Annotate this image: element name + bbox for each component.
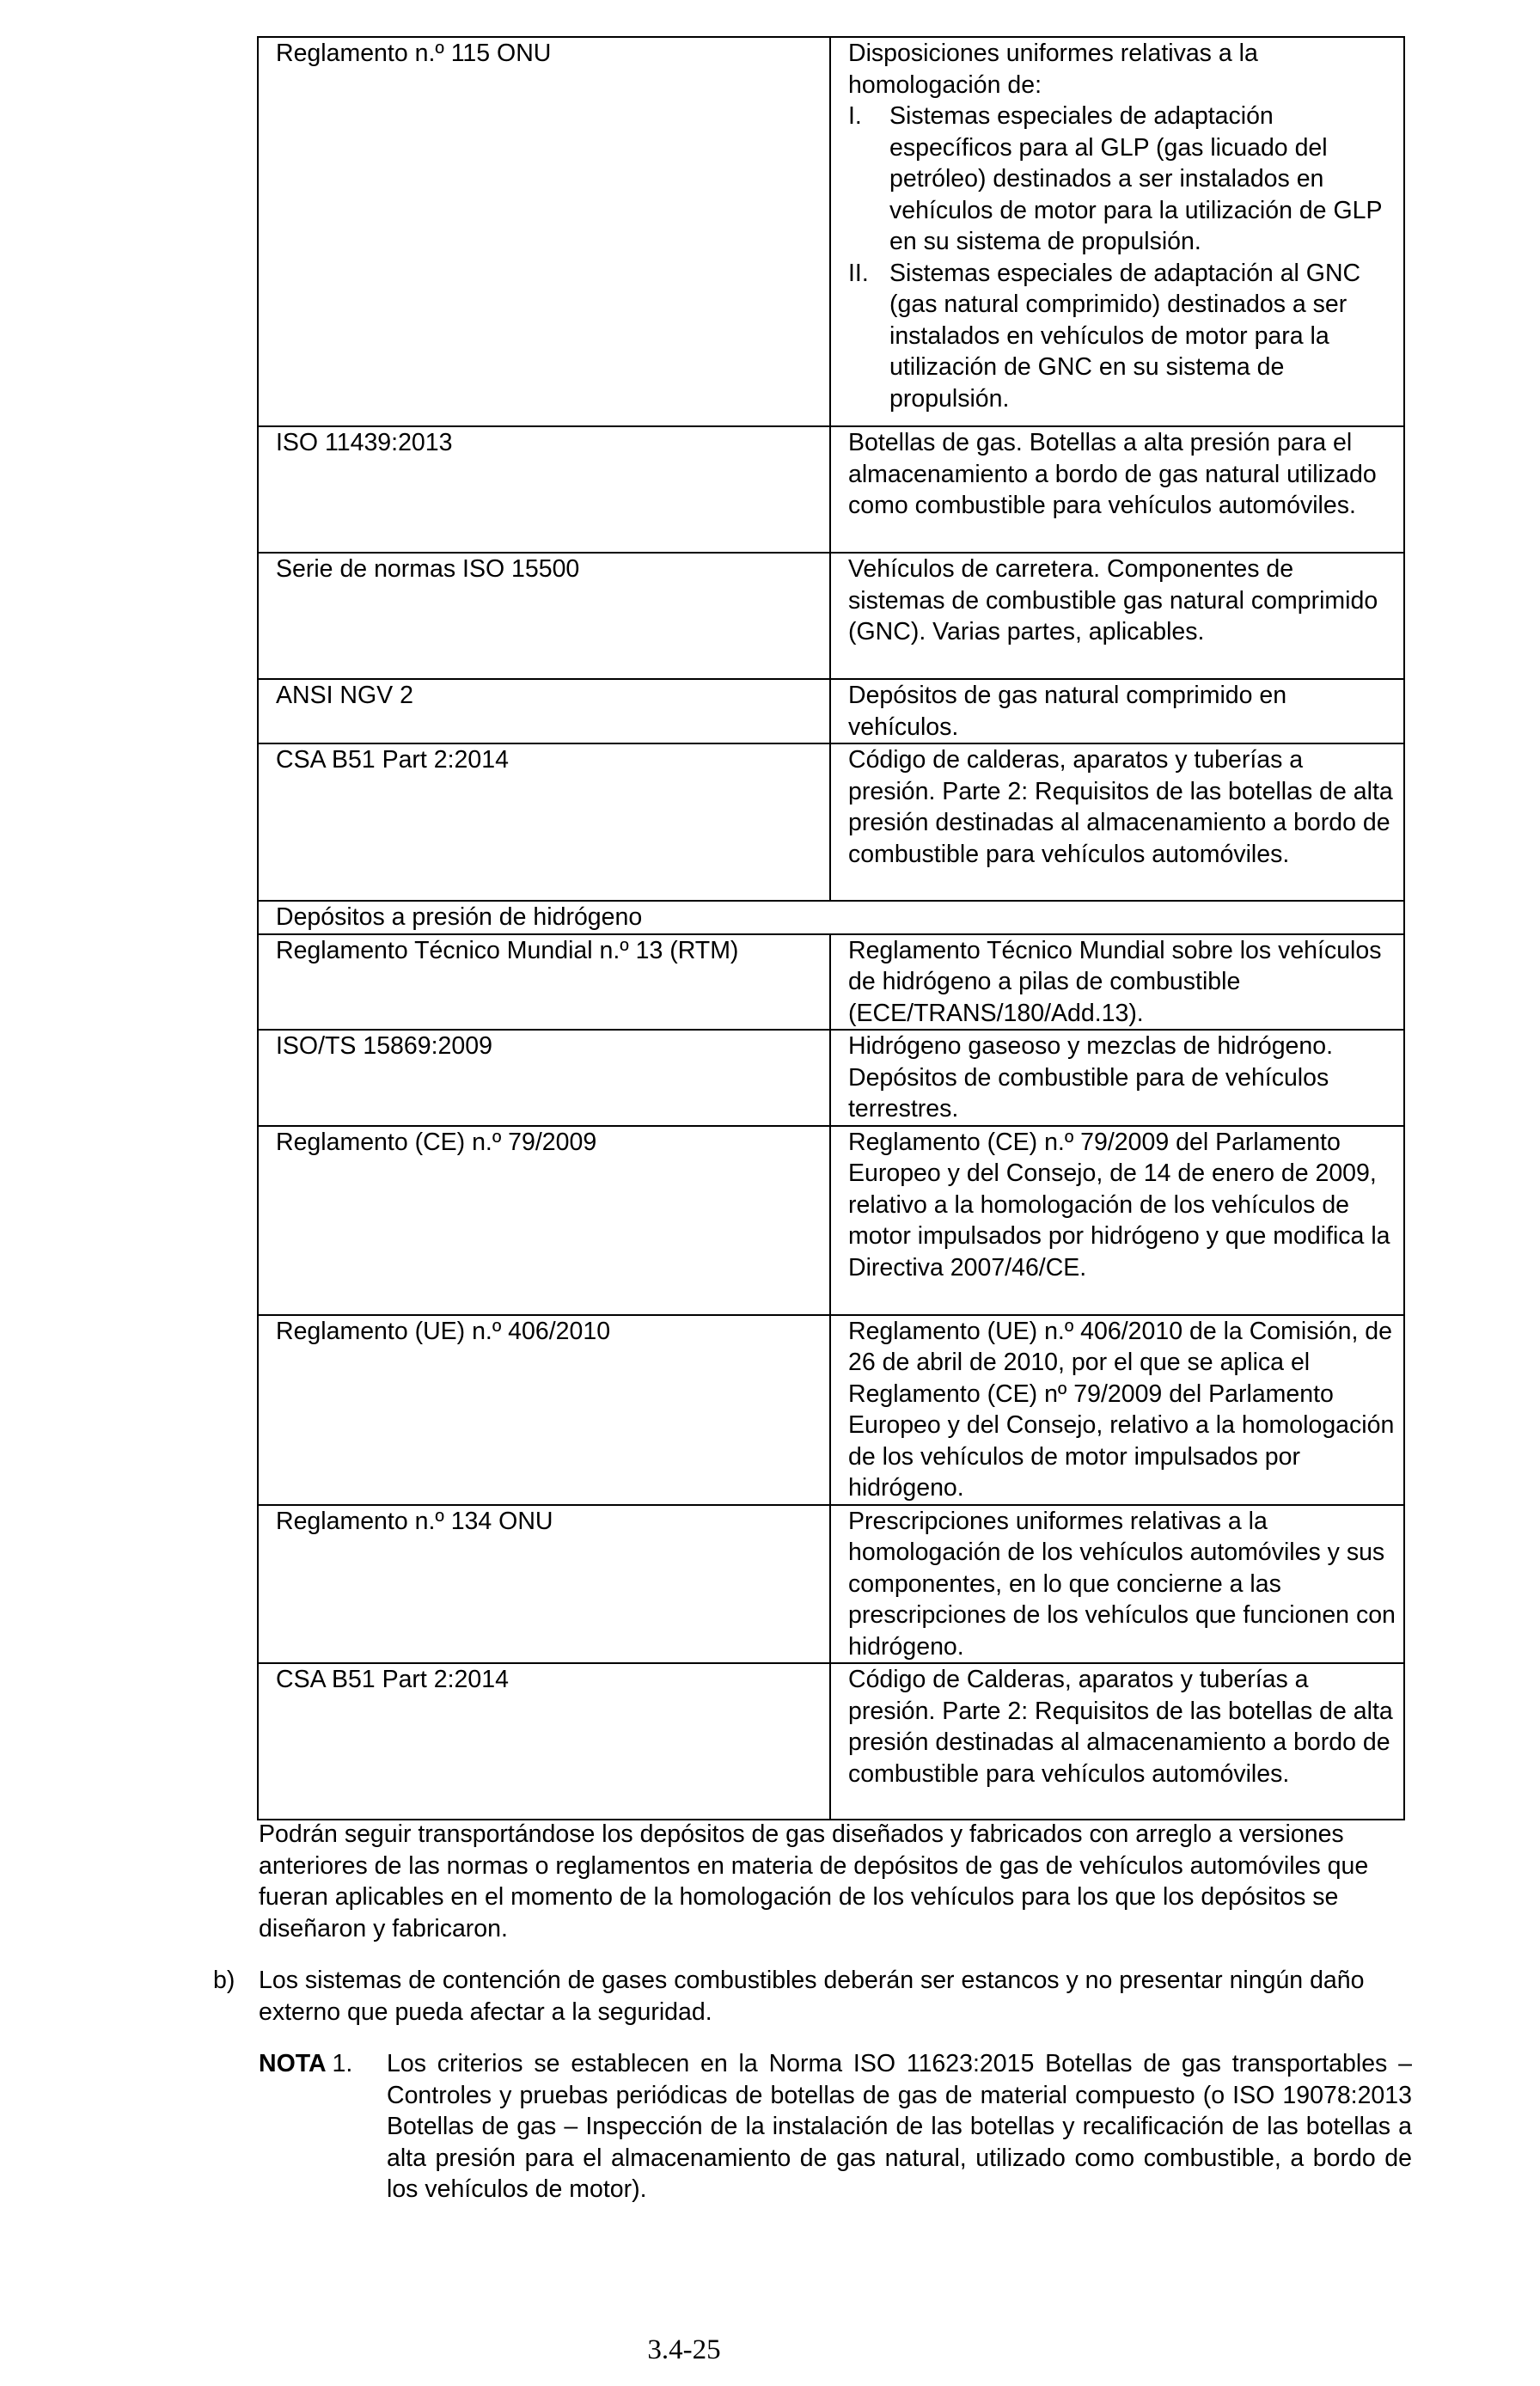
list-item-number: I. [848,102,862,130]
table-row [258,679,1404,743]
description-cell: Código de Calderas, aparatos y tuberías a presión. Parte 2: Requisitos de las botellas de alta presión destinadas al almacenamiento a bordo de combustible para vehículos automóviles. [830,1663,1404,1820]
table-row [258,1315,1404,1505]
description-cell: Prescripciones uniformes relativas a la homologación de los vehículos automóviles y sus componentes, en lo que concierne a las prescripciones de los vehículos que funcionen con hidrógeno. [830,1505,1404,1664]
reference-cell: Reglamento n.º 115 ONU [258,37,830,426]
note-label [259,2048,352,2080]
paragraph: Podrán seguir transportándose los depósitos de gas diseñados y fabricados con arreglo a versiones anteriores de las normas o reglamentos en materia de depósitos de gas de vehículos automóviles que fueran aplicables en el momento de la homologación de los vehículos para los que los depósitos se diseñaron y fabricaron. [259,1820,1369,1942]
reference-cell: ISO/TS 15869:2009 [258,1030,830,1126]
table-row [258,1030,1404,1126]
table-row [258,743,1404,901]
note [259,2048,1412,2206]
list-item [848,258,1396,415]
description-cell: Reglamento (UE) n.º 406/2010 de la Comisión, de 26 de abril de 2010, por el que se aplica el Reglamento (CE) nº 79/2009 del Parlamento Europeo y del Consejo, relativo a la homologación de los vehículos de motor impulsados por hidrógeno. [830,1315,1404,1505]
list-item-label: b) [213,1967,235,1994]
list-item-text: Sistemas especiales de adaptación al GNC (gas natural comprimido) destinados a ser instalados en vehículos de motor para la utilización de GNC en su sistema de propulsión. [889,259,1361,413]
table-row [258,934,1404,1031]
list-item-text: Sistemas especiales de adaptación específicos para al GLP (gas licuado del petróleo) destinados a ser instalados en vehículos de motor para la utilización de GLP en su sistema de propulsión. [889,102,1382,255]
roman-list [848,101,1396,414]
description-cell: Depósitos de gas natural comprimido en vehículos. [830,679,1404,743]
reference-cell: Serie de normas ISO 15500 [258,553,830,679]
description-cell: Hidrógeno gaseoso y mezclas de hidrógeno. Depósitos de combustible para de vehículos terrestres. [830,1030,1404,1126]
reference-cell: CSA B51 Part 2:2014 [258,1663,830,1820]
reference-cell: ISO 11439:2013 [258,426,830,553]
description-cell: Botellas de gas. Botellas a alta presión para el almacenamiento a bordo de gas natural utilizado como combustible para vehículos automóviles. [830,426,1404,553]
table-row [258,37,1404,426]
note-label-word: NOTA [259,2050,326,2077]
page-number: 3.4-25 [647,2334,721,2365]
reference-cell: Reglamento n.º 134 ONU [258,1505,830,1664]
reference-cell: Reglamento Técnico Mundial n.º 13 (RTM) [258,934,830,1031]
reference-cell: Reglamento (UE) n.º 406/2010 [258,1315,830,1505]
description-cell: Vehículos de carretera. Componentes de sistemas de combustible gas natural comprimido (GNC). Varias partes, aplicables. [830,553,1404,679]
list-item-text: Los sistemas de contención de gases combustibles deberán ser estancos y no presentar ningún daño externo que pueda afectar a la seguridad. [259,1967,1365,2026]
note-text: Los criterios se establecen en la Norma ISO 11623:2015 Botellas de gas transportables – Controles y pruebas periódicas de botellas de gas de material compuesto (o ISO 19078:2013 Botellas de gas – Inspección de la instalación de las botellas y recalificación de las botellas a alta presión para el almacenamiento de gas natural, utilizado como combustible, a bordo de los vehículos de motor). [387,2050,1412,2203]
table-row [258,553,1404,679]
description-intro: Disposiciones uniformes relativas a la homologación de: [848,40,1258,99]
table-row [258,1663,1404,1820]
list-item-b [213,1965,1411,2028]
list-item [848,101,1396,258]
reference-cell: ANSI NGV 2 [258,679,830,743]
description-cell [830,37,1404,426]
table-row [258,1505,1404,1664]
table-row [258,426,1404,553]
table-row [258,1126,1404,1315]
description-cell: Reglamento Técnico Mundial sobre los vehículos de hidrógeno a pilas de combustible (ECE/TRANS/180/Add.13). [830,934,1404,1031]
reference-cell: Reglamento (CE) n.º 79/2009 [258,1126,830,1315]
note-number: 1. [332,2050,353,2077]
reference-cell: CSA B51 Part 2:2014 [258,743,830,901]
list-item-number: II. [848,259,869,287]
description-cell: Reglamento (CE) n.º 79/2009 del Parlamento Europeo y del Consejo, de 14 de enero de 2009, relativo a la homologación de los vehículos de motor impulsados por hidrógeno y que modifica la Directiva 2007/46/CE. [830,1126,1404,1315]
standards-table [257,36,1405,1820]
section-heading: Depósitos a presión de hidrógeno [258,901,1404,934]
description-cell: Código de calderas, aparatos y tuberías a presión. Parte 2: Requisitos de las botellas de alta presión destinadas al almacenamiento a bordo de combustible para vehículos automóviles. [830,743,1404,901]
section-row [258,901,1404,934]
